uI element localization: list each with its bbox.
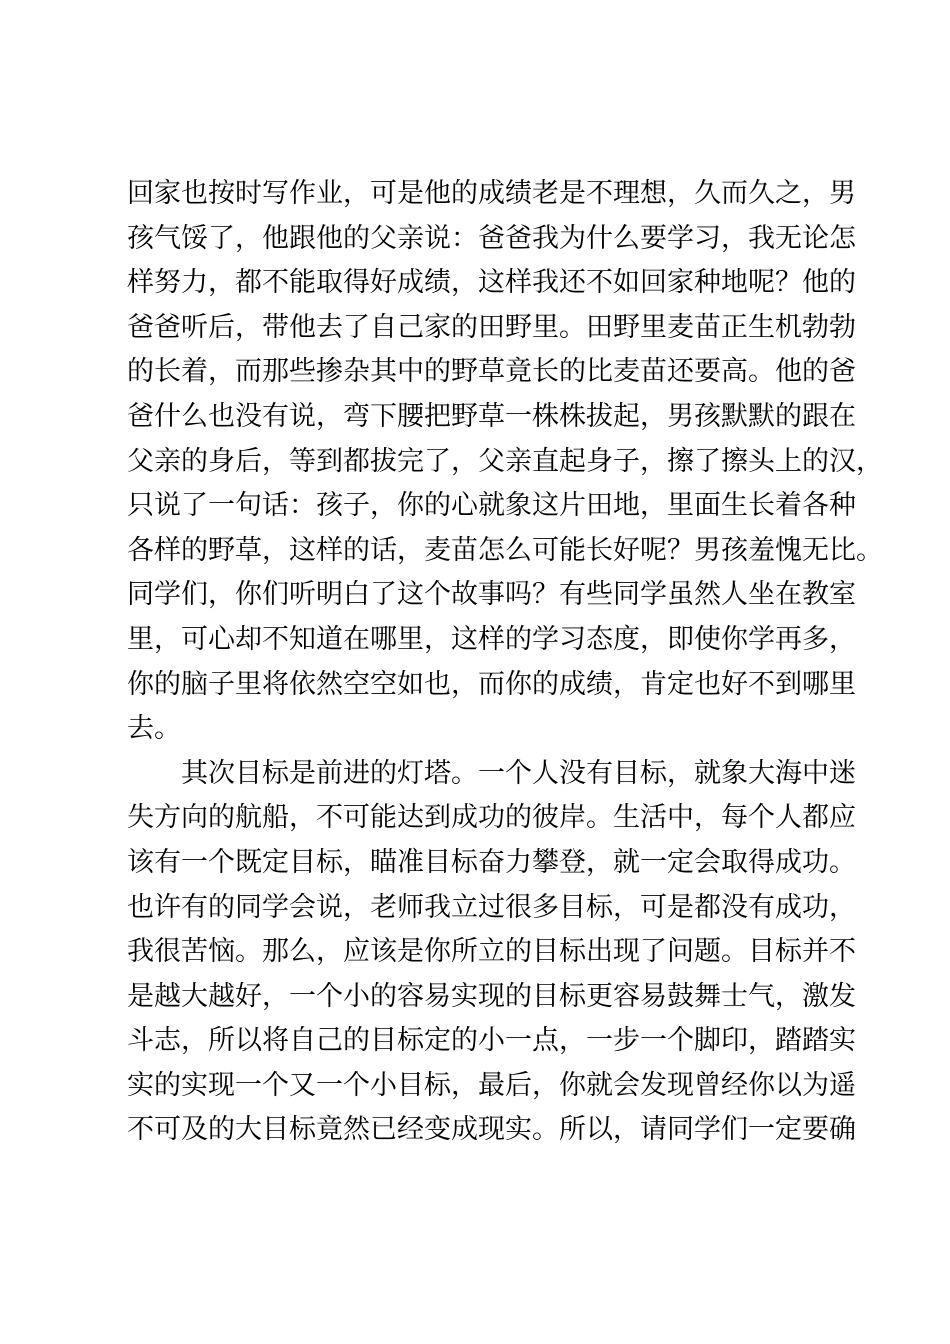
text-line-2: 孩气馁了，他跟他的父亲说：爸爸我为什么要学习，我无论怎: [127, 222, 856, 254]
paragraph-2-first-line: 其次目标是前进的灯塔。一个人没有目标，就象大海中迷: [181, 757, 856, 789]
text-line-4: 爸爸听后，带他去了自己家的田野里。田野里麦苗正生机勃勃: [127, 311, 856, 343]
text-line-11: 里，可心却不知道在哪里，这样的学习态度，即使你学再多，: [127, 623, 856, 655]
text-line-15: 失方向的航船，不可能达到成功的彼岸。生活中，每个人都应: [127, 802, 856, 834]
text-line-16: 该有一个既定目标，瞄准目标奋力攀登，就一定会取得成功。: [127, 846, 856, 878]
text-line-21: 实的实现一个又一个小目标，最后，你就会发现曾经你以为遥: [127, 1069, 856, 1101]
text-line-10: 同学们，你们听明白了这个故事吗？有些同学虽然人坐在教室: [127, 579, 856, 611]
text-line-5: 的长着，而那些掺杂其中的野草竟长的比麦苗还要高。他的爸: [127, 356, 856, 388]
body-text: [127, 172, 883, 1153]
text-line-20: 斗志，所以将自己的目标定的小一点，一步一个脚印，踏踏实: [127, 1025, 856, 1057]
text-line-9: 各样的野草，这样的话，麦苗怎么可能长好呢？男孩羞愧无比。: [127, 534, 883, 566]
text-line-3: 样努力，都不能取得好成绩，这样我还不如回家种地呢？他的: [127, 267, 856, 299]
text-line-13: 去。: [127, 713, 181, 745]
text-line-12: 你的脑子里将依然空空如也，而你的成绩，肯定也好不到哪里: [127, 668, 856, 700]
text-line-8: 只说了一句话：孩子，你的心就象这片田地，里面生长着各种: [127, 490, 856, 522]
text-line-22: 不可及的大目标竟然已经变成现实。所以，请同学们一定要确: [127, 1114, 856, 1146]
text-line-18: 我很苦恼。那么，应该是你所立的目标出现了问题。目标并不: [127, 936, 856, 968]
text-line-7: 父亲的身后，等到都拔完了，父亲直起身子，擦了擦头上的汉，: [127, 445, 883, 477]
text-line-17: 也许有的同学会说，老师我立过很多目标，可是都没有成功，: [127, 891, 856, 923]
text-line-1: 回家也按时写作业，可是他的成绩老是不理想，久而久之，男: [127, 178, 856, 209]
text-line-19: 是越大越好，一个小的容易实现的目标更容易鼓舞士气，激发: [127, 980, 856, 1012]
text-line-6: 爸什么也没有说，弯下腰把野草一株株拔起，男孩默默的跟在: [127, 400, 856, 432]
